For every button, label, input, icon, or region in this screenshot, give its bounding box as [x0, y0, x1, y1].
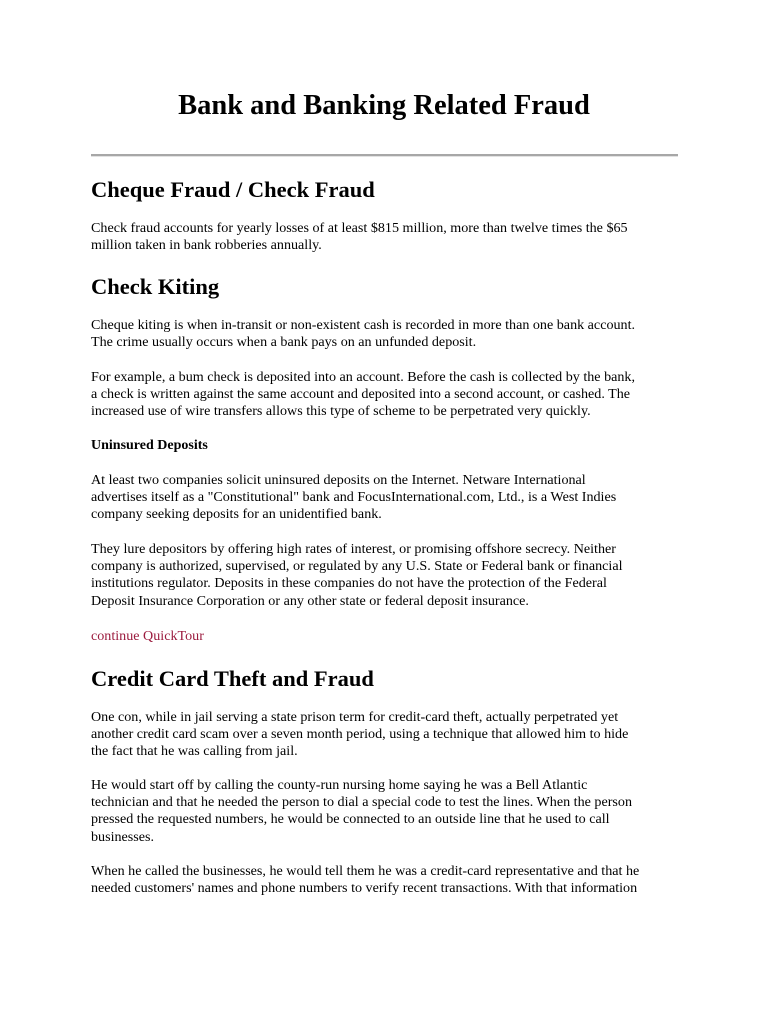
text-line: Deposit Insurance Corporation or any other state or federal deposit insurance.	[91, 592, 529, 609]
text-line: The crime usually occurs when a bank pays on an unfunded deposit.	[91, 334, 477, 351]
paragraph-credit-card-1	[91, 709, 681, 761]
paragraph-credit-card-2	[91, 777, 681, 846]
heading-check-kiting: Check Kiting	[91, 274, 220, 299]
text-line: the fact that he was calling from jail.	[91, 743, 298, 760]
text-line: businesses.	[91, 828, 155, 845]
text-line: Check fraud accounts for yearly losses of at least $815 million, more than twelve times the $65	[91, 220, 628, 236]
text-line: a check is written against the same account and deposited into a second account, or cashed. The	[91, 386, 631, 403]
text-line: technician and that he needed the person to dial a special code to test the lines. When the person	[91, 794, 632, 811]
text-line: For example, a bum check is deposited into an account. Before the cash is collected by the bank,	[91, 369, 635, 385]
paragraph-cheque-fraud	[91, 220, 681, 254]
text-line: million taken in bank robberies annually.	[91, 237, 322, 254]
paragraph-check-kiting-1	[91, 317, 681, 351]
text-line: At least two companies solicit uninsured deposits on the Internet. Netware International	[91, 472, 586, 488]
text-line: advertises itself as a "Constitutional" bank and FocusInternational.com, Ltd., is a West Indies	[91, 489, 617, 506]
text-line: institutions regulator. Deposits in these companies do not have the protection of the Federal	[91, 575, 607, 592]
text-line: company seeking deposits for an unidentified bank.	[91, 506, 382, 523]
heading-credit-card-fraud: Credit Card Theft and Fraud	[91, 666, 374, 691]
paragraph-uninsured-deposits-2	[91, 541, 681, 610]
text-line: They lure depositors by offering high rates of interest, or promising offshore secrecy. Neither	[91, 541, 616, 557]
text-line: Cheque kiting is when in-transit or non-existent cash is recorded in more than one bank account.	[91, 317, 636, 333]
text-line: needed customers' names and phone numbers to verify recent transactions. With that information	[91, 880, 638, 897]
page-title: Bank and Banking Related Fraud	[178, 90, 590, 121]
paragraph-uninsured-deposits-1	[91, 472, 681, 524]
horizontal-rule	[91, 154, 678, 157]
text-line: One con, while in jail serving a state prison term for credit-card theft, actually perpetrated yet	[91, 709, 619, 725]
text-line: He would start off by calling the county-run nursing home saying he was a Bell Atlantic	[91, 777, 588, 793]
heading-cheque-fraud: Cheque Fraud / Check Fraud	[91, 177, 375, 202]
paragraph-credit-card-3	[91, 863, 681, 897]
text-line: another credit card scam over a seven month period, using a technique that allowed him to hide	[91, 726, 629, 743]
text-line: increased use of wire transfers allows this type of scheme to be perpetrated very quickly.	[91, 403, 591, 420]
text-line: When he called the businesses, he would tell them he was a credit-card representative and that he	[91, 863, 640, 879]
continue-quicktour-link[interactable]: continue QuickTour	[91, 628, 204, 644]
heading-uninsured-deposits: Uninsured Deposits	[91, 438, 208, 453]
text-line: pressed the requested numbers, he would be connected to an outside line that he used to call	[91, 811, 610, 828]
text-line: company is authorized, supervised, or regulated by any U.S. State or Federal bank or financial	[91, 558, 623, 575]
paragraph-check-kiting-2	[91, 369, 681, 421]
